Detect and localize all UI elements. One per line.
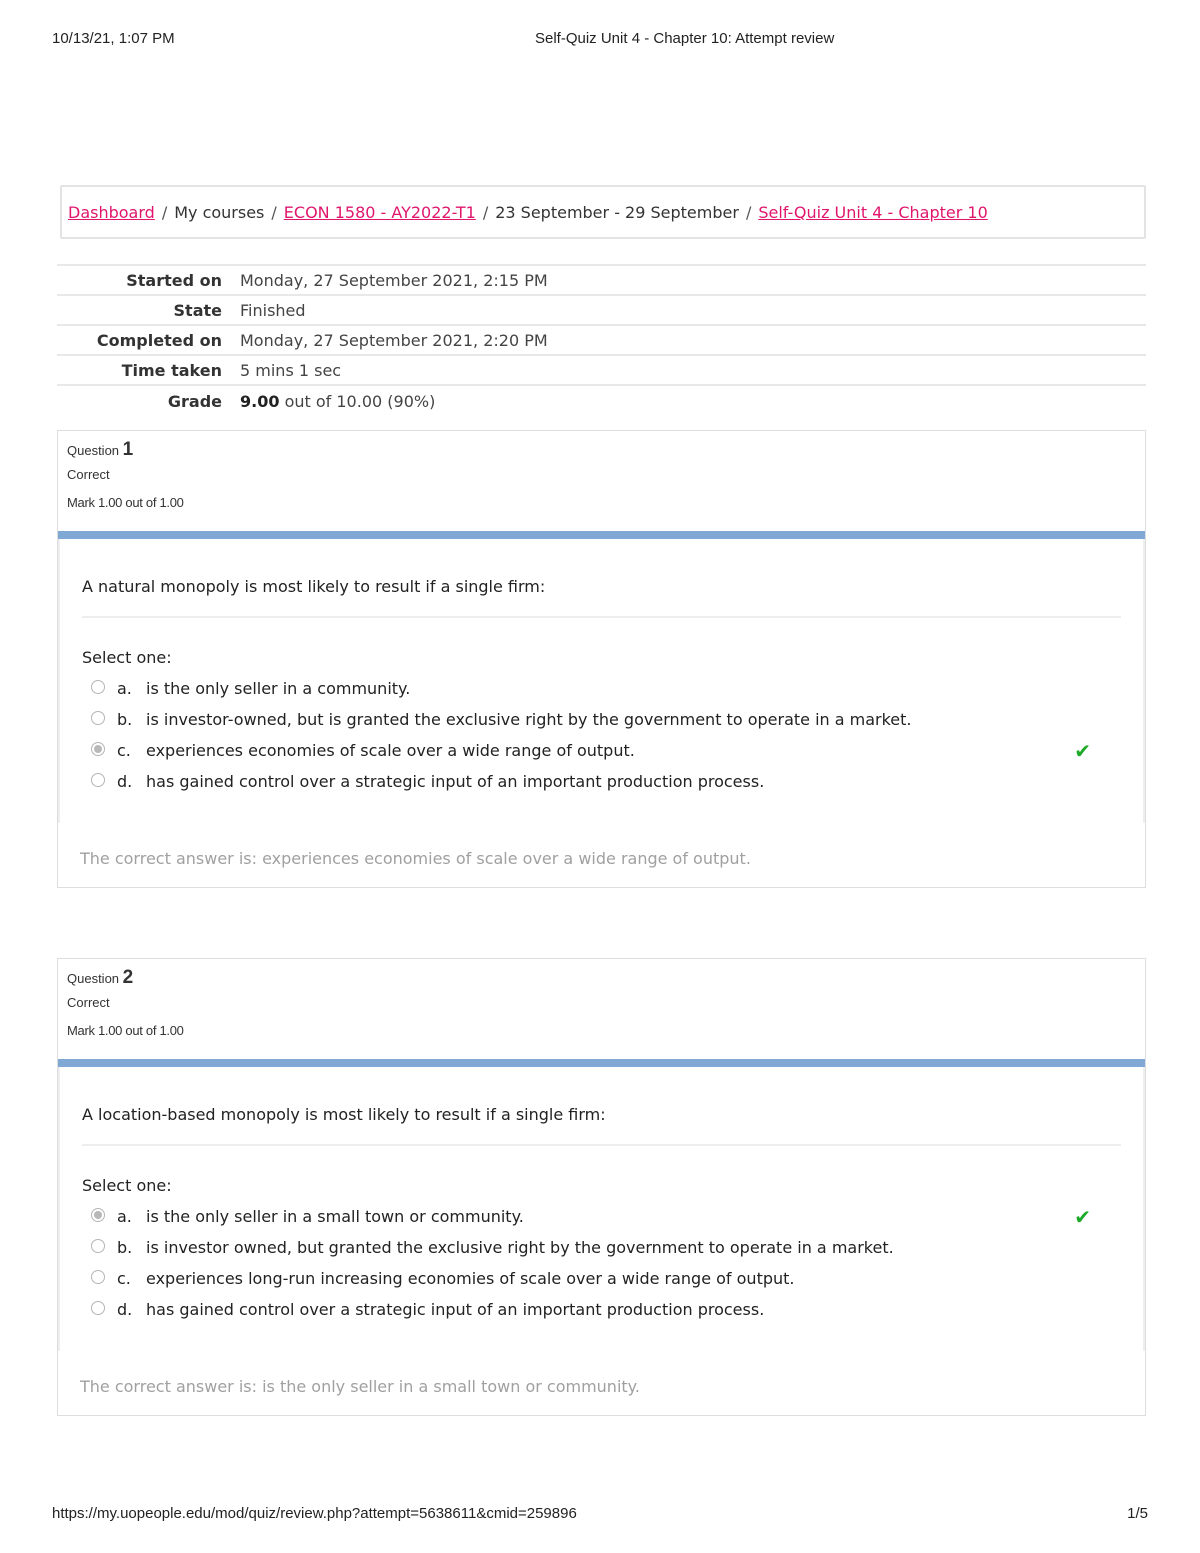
summary-value: Finished: [240, 300, 306, 320]
radio-icon[interactable]: [91, 711, 105, 725]
answer-option-d[interactable]: [82, 766, 1121, 797]
print-url: https://my.uopeople.edu/mod/quiz/review.php?attempt=5638611&cmid=259896: [52, 1505, 577, 1522]
summary-row-time-taken: [57, 356, 1146, 386]
summary-label: Started on: [126, 270, 222, 290]
grade-rest: out of 10.00 (90%): [284, 391, 436, 411]
summary-value: [222, 392, 435, 411]
breadcrumb-dashboard-link[interactable]: Dashboard: [68, 203, 155, 222]
question-number-value: 1: [122, 439, 134, 460]
radio-icon[interactable]: [91, 1208, 105, 1222]
radio-icon[interactable]: [91, 680, 105, 694]
radio-icon[interactable]: [91, 1239, 105, 1253]
check-icon: ✔: [1074, 738, 1091, 763]
answer-option-c[interactable]: [82, 1263, 1121, 1294]
question-content: [58, 539, 1145, 823]
summary-row-grade: [57, 386, 1146, 416]
radio-icon[interactable]: [91, 742, 105, 756]
check-icon: ✔: [1074, 1204, 1091, 1229]
summary-value: Monday, 27 September 2021, 2:15 PM: [240, 270, 548, 290]
attempt-summary-table: [57, 264, 1146, 416]
summary-label: State: [173, 300, 222, 320]
question-divider-bar: [58, 1059, 1145, 1067]
answer-options: [82, 1201, 1121, 1325]
option-letter: b.: [117, 710, 133, 729]
option-text: is investor owned, but granted the exclusive right by the government to operate in a market.: [146, 1238, 894, 1257]
answer-option-a[interactable]: [82, 673, 1121, 704]
question-mark: Mark 1.00 out of 1.00: [67, 495, 184, 510]
correct-answer-feedback: The correct answer is: is the only seller in a small town or community.: [80, 1377, 640, 1396]
question-text: A natural monopoly is most likely to result if a single firm:: [82, 577, 1121, 618]
summary-row-state: [57, 296, 1146, 326]
question-label: Question: [67, 443, 120, 458]
summary-row-completed: [57, 326, 1146, 356]
question-2: [57, 958, 1146, 1416]
answer-option-b[interactable]: [82, 1232, 1121, 1263]
summary-label: Time taken: [121, 360, 222, 380]
question-info: [58, 959, 1145, 1059]
answer-options: [82, 673, 1121, 797]
question-label: Question: [67, 971, 120, 986]
option-letter: d.: [117, 772, 133, 791]
question-number: [67, 967, 1136, 995]
summary-value: Monday, 27 September 2021, 2:20 PM: [240, 330, 548, 350]
print-page-number: 1/5: [1127, 1505, 1148, 1522]
option-letter: a.: [117, 679, 132, 698]
breadcrumb-separator: /: [271, 203, 277, 222]
radio-icon[interactable]: [91, 1270, 105, 1284]
option-text: has gained control over a strategic input of an important production process.: [146, 772, 765, 791]
option-text: is the only seller in a small town or community.: [146, 1207, 524, 1226]
print-date: 10/13/21, 1:07 PM: [52, 30, 175, 47]
grade-score: 9.00: [240, 391, 280, 411]
breadcrumb-separator: /: [482, 203, 489, 222]
question-state: Correct: [67, 995, 110, 1010]
option-text: experiences economies of scale over a wide range of output.: [146, 741, 635, 760]
summary-label: Completed on: [96, 330, 222, 350]
breadcrumb-separator: /: [161, 203, 168, 222]
breadcrumb-separator: /: [745, 203, 752, 222]
question-number-value: 2: [122, 967, 134, 988]
answer-option-d[interactable]: [82, 1294, 1121, 1325]
question-state: Correct: [67, 467, 110, 482]
option-letter: c.: [117, 741, 131, 760]
option-letter: b.: [117, 1238, 133, 1257]
select-one-label: Select one:: [82, 1176, 172, 1195]
answer-option-a[interactable]: [82, 1201, 1121, 1232]
question-info: [58, 431, 1145, 531]
breadcrumb-week: 23 September - 29 September: [495, 203, 739, 222]
summary-row-started: [57, 266, 1146, 296]
summary-label: Grade: [167, 391, 222, 411]
question-1: [57, 430, 1146, 888]
question-content: [58, 1067, 1145, 1351]
breadcrumb-quiz-link[interactable]: Self-Quiz Unit 4 - Chapter 10: [758, 203, 988, 222]
question-text: A location-based monopoly is most likely to result if a single firm:: [82, 1105, 1121, 1146]
option-text: is the only seller in a community.: [146, 679, 411, 698]
option-letter: c.: [117, 1269, 131, 1288]
print-header: [52, 30, 1148, 50]
breadcrumb-course-link[interactable]: ECON 1580 - AY2022-T1: [283, 203, 476, 222]
answer-option-b[interactable]: [82, 704, 1121, 735]
print-title: Self-Quiz Unit 4 - Chapter 10: Attempt review: [535, 30, 835, 47]
option-letter: d.: [117, 1300, 133, 1319]
option-letter: a.: [117, 1207, 132, 1226]
select-one-label: Select one:: [82, 648, 172, 667]
option-text: experiences long-run increasing economies of scale over a wide range of output.: [146, 1269, 795, 1288]
summary-value: 5 mins 1 sec: [240, 360, 342, 380]
option-text: has gained control over a strategic input of an important production process.: [146, 1300, 765, 1319]
question-number: [67, 439, 1136, 467]
breadcrumb-my-courses: My courses: [174, 203, 265, 222]
radio-icon[interactable]: [91, 1301, 105, 1315]
correct-answer-feedback: The correct answer is: experiences economies of scale over a wide range of output.: [80, 849, 751, 868]
question-mark: Mark 1.00 out of 1.00: [67, 1023, 184, 1038]
answer-option-c[interactable]: [82, 735, 1121, 766]
radio-icon[interactable]: [91, 773, 105, 787]
option-text: is investor-owned, but is granted the exclusive right by the government to operate in a market.: [146, 710, 912, 729]
question-divider-bar: [58, 531, 1145, 539]
breadcrumb: [60, 185, 1146, 239]
